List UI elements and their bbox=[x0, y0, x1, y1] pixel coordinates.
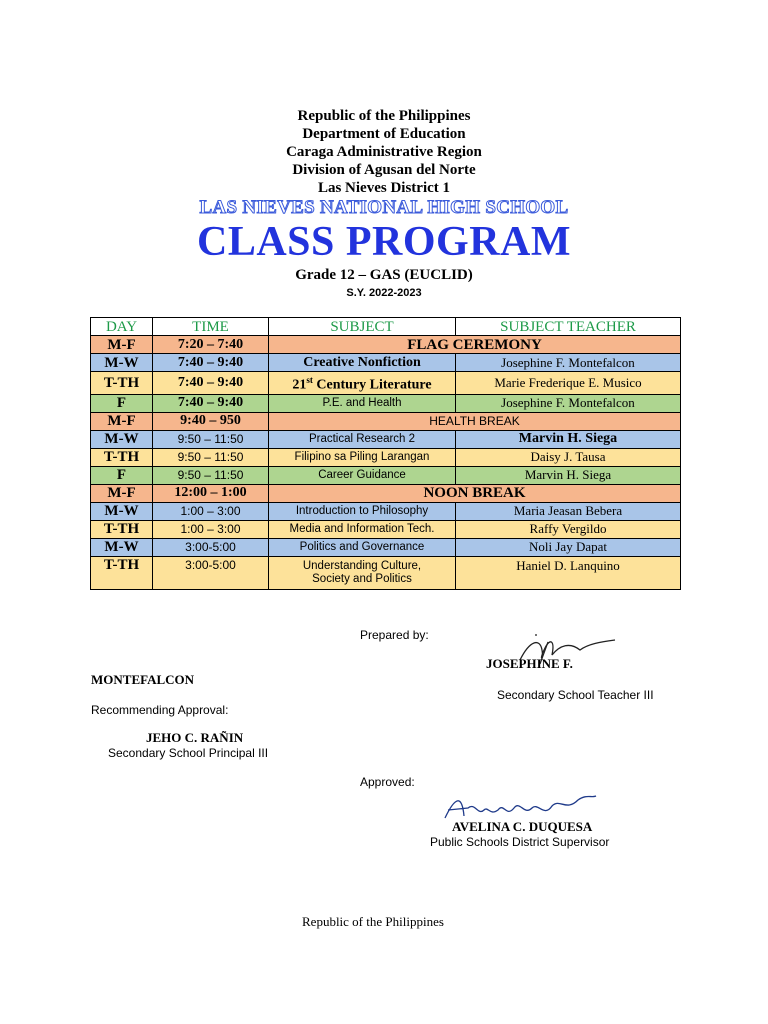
header-deped: Department of Education bbox=[302, 126, 466, 142]
approved-label: Approved: bbox=[360, 775, 415, 789]
table-row bbox=[91, 484, 681, 502]
table-row bbox=[91, 502, 681, 520]
time-cell: 3:00-5:00 bbox=[153, 538, 269, 556]
day-cell: M-F bbox=[91, 336, 153, 354]
page-title: CLASS PROGRAM bbox=[196, 219, 572, 265]
table-row bbox=[91, 556, 681, 589]
teacher-cell: Marvin H. Siega bbox=[456, 466, 681, 484]
col-header-day: DAY bbox=[91, 318, 153, 336]
recommending-name: JEHO C. RAÑIN bbox=[146, 730, 244, 745]
prepared-title: Secondary School Teacher III bbox=[497, 688, 654, 702]
day-cell: T-TH bbox=[91, 520, 153, 538]
day-cell: T-TH bbox=[91, 372, 153, 395]
table-row bbox=[91, 394, 681, 412]
time-cell: 9:50 – 11:50 bbox=[153, 430, 269, 448]
subject-cell bbox=[269, 556, 456, 589]
subject-ordinal: st bbox=[306, 375, 313, 385]
time-cell: 1:00 – 3:00 bbox=[153, 520, 269, 538]
day-cell: M-W bbox=[91, 538, 153, 556]
subject-cell: Media and Information Tech. bbox=[269, 520, 456, 538]
grade-section: Grade 12 – GAS (EUCLID) bbox=[295, 267, 473, 283]
col-header-subject: SUBJECT bbox=[269, 318, 456, 336]
time-cell: 9:50 – 11:50 bbox=[153, 448, 269, 466]
day-cell: T-TH bbox=[91, 448, 153, 466]
table-row bbox=[91, 520, 681, 538]
day-cell: F bbox=[91, 466, 153, 484]
table-row bbox=[91, 466, 681, 484]
col-header-teacher: SUBJECT TEACHER bbox=[456, 318, 681, 336]
class-program-table bbox=[90, 317, 681, 590]
teacher-cell: Marie Frederique E. Musico bbox=[456, 372, 681, 395]
prepared-name-last: MONTEFALCON bbox=[91, 672, 195, 687]
subject-cell: Practical Research 2 bbox=[269, 430, 456, 448]
subject-line-2: Society and Politics bbox=[312, 572, 412, 585]
day-cell: M-W bbox=[91, 354, 153, 372]
teacher-cell: Haniel D. Lanquino bbox=[456, 556, 681, 589]
teacher-cell: Raffy Vergildo bbox=[456, 520, 681, 538]
subject-cell: Introduction to Philosophy bbox=[269, 502, 456, 520]
teacher-cell: Daisy J. Tausa bbox=[456, 448, 681, 466]
header-division: Division of Agusan del Norte bbox=[292, 162, 476, 178]
recommending-label: Recommending Approval: bbox=[91, 703, 229, 717]
teacher-cell: Noli Jay Dapat bbox=[456, 538, 681, 556]
time-cell: 3:00-5:00 bbox=[153, 556, 269, 589]
flag-ceremony-cell: FLAG CEREMONY bbox=[269, 336, 681, 354]
subject-cell: P.E. and Health bbox=[269, 394, 456, 412]
teacher-cell: Marvin H. Siega bbox=[456, 430, 681, 448]
teacher-cell: Josephine F. Montefalcon bbox=[456, 394, 681, 412]
teacher-cell: Maria Jeasan Bebera bbox=[456, 502, 681, 520]
day-cell: T-TH bbox=[91, 556, 153, 589]
subject-cell: Creative Nonfiction bbox=[269, 354, 456, 372]
time-cell: 7:40 – 9:40 bbox=[153, 354, 269, 372]
health-break-cell: HEALTH BREAK bbox=[269, 412, 681, 430]
table-row bbox=[91, 336, 681, 354]
footer-republic: Republic of the Philippines bbox=[302, 914, 444, 929]
day-cell: M-W bbox=[91, 502, 153, 520]
time-cell: 7:20 – 7:40 bbox=[153, 336, 269, 354]
school-name: LAS NIEVES NATIONAL HIGH SCHOOL bbox=[199, 197, 569, 218]
subject-number: 21 bbox=[292, 377, 307, 393]
day-cell: F bbox=[91, 394, 153, 412]
table-row bbox=[91, 372, 681, 395]
subject-cell: Career Guidance bbox=[269, 466, 456, 484]
subject-rest: Century Literature bbox=[312, 377, 432, 393]
prepared-name-first: JOSEPHINE F. bbox=[486, 656, 573, 671]
time-cell: 9:50 – 11:50 bbox=[153, 466, 269, 484]
time-cell: 7:40 – 9:40 bbox=[153, 394, 269, 412]
day-cell: M-F bbox=[91, 412, 153, 430]
table-row bbox=[91, 430, 681, 448]
time-cell: 1:00 – 3:00 bbox=[153, 502, 269, 520]
subject-cell: Politics and Governance bbox=[269, 538, 456, 556]
day-cell: M-F bbox=[91, 484, 153, 502]
day-cell: M-W bbox=[91, 430, 153, 448]
prepared-by-label: Prepared by: bbox=[360, 628, 429, 642]
approved-name: AVELINA C. DUQUESA bbox=[452, 819, 593, 834]
table-row bbox=[91, 448, 681, 466]
table-row bbox=[91, 412, 681, 430]
table-header-row bbox=[91, 318, 681, 336]
subject-line-1: Understanding Culture, bbox=[302, 559, 422, 572]
col-header-time: TIME bbox=[153, 318, 269, 336]
recommending-title: Secondary School Principal III bbox=[108, 746, 269, 760]
header-republic: Republic of the Philippines bbox=[297, 108, 471, 124]
subject-cell: Filipino sa Piling Larangan bbox=[269, 448, 456, 466]
time-cell: 12:00 – 1:00 bbox=[153, 484, 269, 502]
table-row bbox=[91, 354, 681, 372]
time-cell: 7:40 – 9:40 bbox=[153, 372, 269, 395]
header-region: Caraga Administrative Region bbox=[286, 144, 482, 160]
table-row bbox=[91, 538, 681, 556]
approved-title: Public Schools District Supervisor bbox=[430, 835, 610, 849]
header-district: Las Nieves District 1 bbox=[317, 180, 451, 196]
teacher-cell: Josephine F. Montefalcon bbox=[456, 354, 681, 372]
subject-cell bbox=[269, 372, 456, 395]
noon-break-cell: NOON BREAK bbox=[269, 484, 681, 502]
school-year: S.Y. 2022-2023 bbox=[346, 287, 422, 299]
time-cell: 9:40 – 950 bbox=[153, 412, 269, 430]
